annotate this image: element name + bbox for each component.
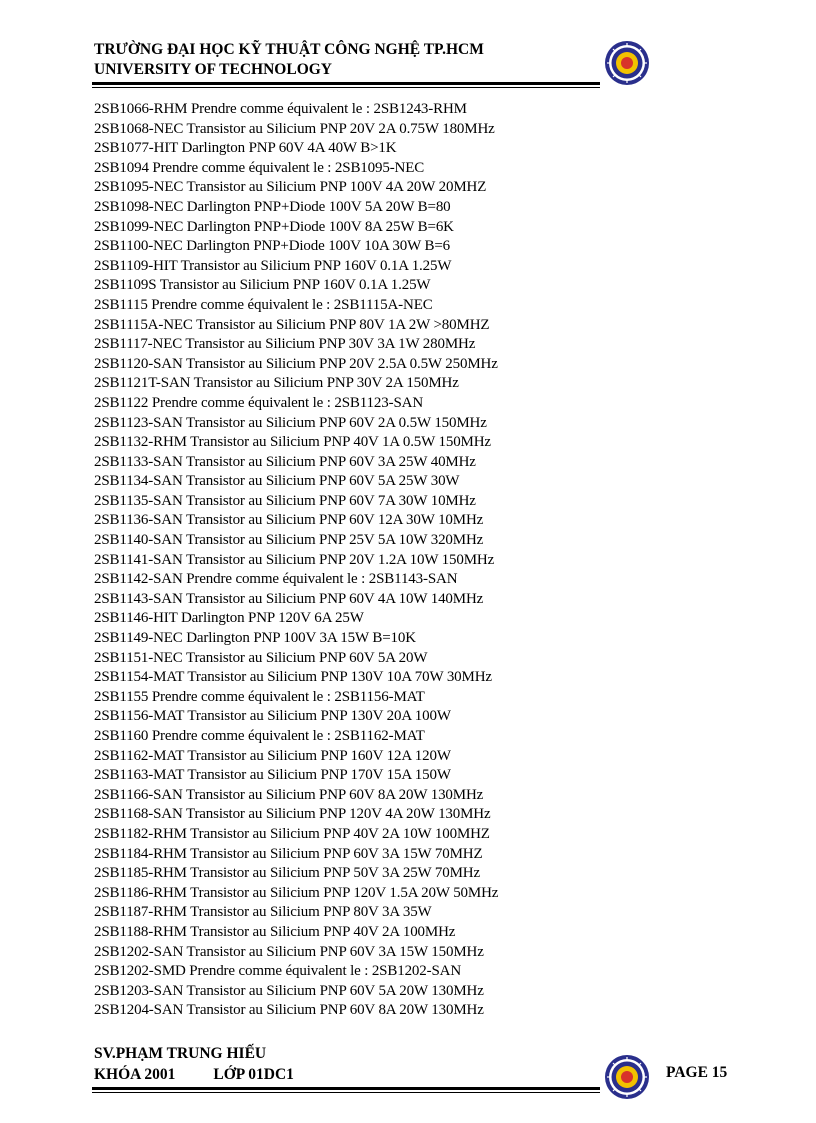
list-item: 2SB1122 Prendre comme équivalent le : 2SB1123-SAN [94, 394, 424, 411]
list-item: 2SB1143-SAN Transistor au Silicium PNP 60V 4A 10W 140MHz [94, 590, 484, 607]
school-name: TRƯỜNG ĐẠI HỌC KỸ THUẬT CÔNG NGHỆ TP.HCM [94, 41, 484, 58]
class-label: LỚP 01DC1 [213, 1066, 294, 1083]
list-item: 2SB1109S Transistor au Silicium PNP 160V 0.1A 1.25W [94, 277, 431, 294]
component-list [94, 100, 614, 1021]
list-item: 2SB1187-RHM Transistor au Silicium PNP 80V 3A 35W [94, 904, 432, 921]
list-item: 2SB1204-SAN Transistor au Silicium PNP 60V 8A 20W 130MHz [94, 1002, 484, 1019]
list-item: 2SB1095-NEC Transistor au Silicium PNP 100V 4A 20W 20MHZ [94, 179, 487, 196]
list-item: 2SB1099-NEC Darlington PNP+Diode 100V 8A 25W B=6K [94, 218, 454, 235]
course-class-line [94, 1064, 294, 1085]
list-item: 2SB1151-NEC Transistor au Silicium PNP 60V 5A 20W [94, 649, 428, 666]
list-item: 2SB1203-SAN Transistor au Silicium PNP 60V 5A 20W 130MHz [94, 982, 484, 999]
list-item: 2SB1202-SMD Prendre comme équivalent le : 2SB1202-SAN [94, 963, 462, 980]
list-item: 2SB1098-NEC Darlington PNP+Diode 100V 5A 20W B=80 [94, 198, 451, 215]
list-item: 2SB1146-HIT Darlington PNP 120V 6A 25W [94, 610, 364, 627]
list-item: 2SB1188-RHM Transistor au Silicium PNP 40V 2A 100MHz [94, 923, 456, 940]
list-item: 2SB1121T-SAN Transistor au Silicium PNP 30V 2A 150MHz [94, 375, 459, 392]
list-item: 2SB1168-SAN Transistor au Silicium PNP 120V 4A 20W 130MHz [94, 806, 491, 823]
list-item: 2SB1186-RHM Transistor au Silicium PNP 120V 1.5A 20W 50MHz [94, 884, 499, 901]
university-seal-icon [604, 1054, 650, 1100]
list-item: 2SB1184-RHM Transistor au Silicium PNP 60V 3A 15W 70MHZ [94, 845, 483, 862]
list-item: 2SB1123-SAN Transistor au Silicium PNP 60V 2A 0.5W 150MHz [94, 414, 487, 431]
list-item: 2SB1133-SAN Transistor au Silicium PNP 60V 3A 25W 40MHz [94, 453, 476, 470]
list-item: 2SB1100-NEC Darlington PNP+Diode 100V 10A 30W B=6 [94, 238, 450, 255]
student-name: SV.PHẠM TRUNG HIẾU [94, 1045, 267, 1062]
list-item: 2SB1160 Prendre comme équivalent le : 2SB1162-MAT [94, 728, 425, 744]
list-item: 2SB1166-SAN Transistor au Silicium PNP 60V 8A 20W 130MHz [94, 786, 484, 803]
list-item: 2SB1066-RHM Prendre comme équivalent le : 2SB1243-RHM [94, 101, 467, 117]
list-item: 2SB1162-MAT Transistor au Silicium PNP 160V 12A 120W [94, 747, 451, 764]
list-item: 2SB1156-MAT Transistor au Silicium PNP 130V 20A 100W [94, 708, 451, 725]
list-item: 2SB1132-RHM Transistor au Silicium PNP 40V 1A 0.5W 150MHz [94, 434, 491, 451]
list-item: 2SB1163-MAT Transistor au Silicium PNP 170V 15A 150W [94, 767, 451, 784]
list-item: 2SB1109-HIT Transistor au Silicium PNP 160V 0.1A 1.25W [94, 257, 452, 274]
header-rule-thick [92, 82, 600, 85]
list-item: 2SB1094 Prendre comme équivalent le : 2SB1095-NEC [94, 159, 425, 176]
list-item: 2SB1134-SAN Transistor au Silicium PNP 60V 5A 25W 30W [94, 473, 460, 490]
list-item: 2SB1149-NEC Darlington PNP 100V 3A 15W B=10K [94, 630, 416, 647]
list-item: 2SB1077-HIT Darlington PNP 60V 4A 40W B>1K [94, 140, 397, 157]
list-item: 2SB1068-NEC Transistor au Silicium PNP 20V 2A 0.75W 180MHz [94, 120, 495, 137]
list-item: 2SB1185-RHM Transistor au Silicium PNP 50V 3A 25W 70MHz [94, 865, 480, 882]
university-name: UNIVERSITY OF TECHNOLOGY [94, 61, 332, 78]
list-item: 2SB1115A-NEC Transistor au Silicium PNP 80V 1A 2W >80MHZ [94, 316, 490, 333]
list-item: 2SB1115 Prendre comme équivalent le : 2SB1115A-NEC [94, 296, 433, 313]
page-header [94, 40, 604, 80]
header-rule-thin [92, 87, 600, 88]
list-item: 2SB1117-NEC Transistor au Silicium PNP 30V 3A 1W 280MHz [94, 336, 476, 353]
footer-rule-thin [92, 1092, 600, 1093]
list-item: 2SB1140-SAN Transistor au Silicium PNP 25V 5A 10W 320MHz [94, 532, 484, 549]
list-item: 2SB1141-SAN Transistor au Silicium PNP 20V 1.2A 10W 150MHz [94, 551, 495, 568]
footer-rule-thick [92, 1087, 600, 1090]
list-item: 2SB1120-SAN Transistor au Silicium PNP 20V 2.5A 0.5W 250MHz [94, 355, 498, 372]
list-item: 2SB1135-SAN Transistor au Silicium PNP 60V 7A 30W 10MHz [94, 492, 476, 509]
university-seal-icon [604, 40, 650, 86]
list-item: 2SB1155 Prendre comme équivalent le : 2SB1156-MAT [94, 688, 425, 705]
course-label: KHÓA 2001 [94, 1066, 176, 1083]
list-item: 2SB1202-SAN Transistor au Silicium PNP 60V 3A 15W 150MHz [94, 943, 484, 960]
list-item: 2SB1182-RHM Transistor au Silicium PNP 40V 2A 10W 100MHZ [94, 825, 490, 842]
page-number: PAGE 15 [666, 1064, 728, 1081]
list-item: 2SB1136-SAN Transistor au Silicium PNP 60V 12A 30W 10MHz [94, 512, 484, 529]
list-item: 2SB1142-SAN Prendre comme équivalent le : 2SB1143-SAN [94, 571, 458, 588]
page-footer [94, 1043, 294, 1085]
list-item: 2SB1154-MAT Transistor au Silicium PNP 130V 10A 70W 30MHz [94, 669, 492, 686]
